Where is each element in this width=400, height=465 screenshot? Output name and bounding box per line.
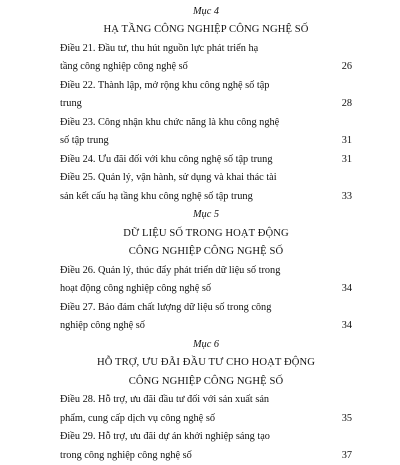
toc-entry-text <box>60 114 324 151</box>
toc-entry-line: sản kết cấu hạ tầng khu công nghệ số tập trung <box>60 188 324 207</box>
toc-entry-line: trung <box>60 95 324 114</box>
section-title: HỖ TRỢ, ƯU ĐÃI ĐẦU TƯ CHO HOẠT ĐỘNG <box>60 354 352 373</box>
toc-entry-line: Điều 23. Công nhận khu chức năng là khu công nghệ <box>60 114 324 133</box>
toc-page-number: 31 <box>330 132 352 151</box>
toc-entry-text <box>60 40 324 77</box>
section-label: Mục 6 <box>60 336 352 355</box>
toc-page-number: 26 <box>330 58 352 77</box>
toc-entry-line: Điều 29. Hỗ trợ, ưu đãi dự án khởi nghiệp sáng tạo <box>60 428 324 447</box>
toc-entry-line: Điều 28. Hỗ trợ, ưu đãi đầu tư đối với sản xuất sản <box>60 391 324 410</box>
toc-entry-line: Điều 27. Bảo đảm chất lượng dữ liệu số trong công <box>60 299 324 318</box>
section-title: CÔNG NGHIỆP CÔNG NGHỆ SỐ <box>60 373 352 392</box>
toc-entry-dieu-23[interactable] <box>60 114 352 151</box>
toc-page-number: 34 <box>330 317 352 336</box>
toc-entry-text <box>60 391 324 428</box>
toc-entry-line: Điều 24. Ưu đãi đối với khu công nghệ số tập trung <box>60 151 324 170</box>
table-of-contents <box>60 0 352 465</box>
toc-entry-dieu-24[interactable] <box>60 151 352 170</box>
toc-entry-line: tầng công nghiệp công nghệ số <box>60 58 324 77</box>
toc-entry-text <box>60 151 324 170</box>
toc-entry-line: phẩm, cung cấp dịch vụ công nghệ số <box>60 410 324 429</box>
toc-entry-text <box>60 169 324 206</box>
toc-page-number: 35 <box>330 410 352 429</box>
toc-entry-dieu-25[interactable] <box>60 169 352 206</box>
toc-entry-line: nghiệp công nghệ số <box>60 317 324 336</box>
toc-page-number: 33 <box>330 188 352 207</box>
toc-section-muc-4 <box>60 3 352 207</box>
toc-page-number: 34 <box>330 280 352 299</box>
toc-entry-text <box>60 77 324 114</box>
toc-entry-dieu-26[interactable] <box>60 262 352 299</box>
toc-entry-line: Điều 21. Đầu tư, thu hút nguồn lực phát triển hạ <box>60 40 324 59</box>
section-label: Mục 5 <box>60 206 352 225</box>
toc-entry-dieu-22[interactable] <box>60 77 352 114</box>
toc-entry-line: trong công nghiệp công nghệ số <box>60 447 324 465</box>
toc-entry-text <box>60 262 324 299</box>
toc-entry-line: số tập trung <box>60 132 324 151</box>
section-title: HẠ TẦNG CÔNG NGHIỆP CÔNG NGHỆ SỐ <box>60 21 352 40</box>
toc-page-number: 31 <box>330 151 352 170</box>
toc-entry-dieu-29[interactable] <box>60 428 352 465</box>
toc-page-number <box>330 0 352 3</box>
toc-entry-text <box>60 299 324 336</box>
toc-page-number: 28 <box>330 95 352 114</box>
toc-entry-line: Điều 25. Quản lý, vận hành, sử dụng và khai thác tài <box>60 169 324 188</box>
toc-section-muc-5 <box>60 206 352 336</box>
toc-entry-text <box>60 428 324 465</box>
toc-entry-dieu-28[interactable] <box>60 391 352 428</box>
toc-entry-line: Điều 22. Thành lập, mở rộng khu công nghệ số tập <box>60 77 324 96</box>
toc-section-muc-6 <box>60 336 352 465</box>
section-title: CÔNG NGHIỆP CÔNG NGHỆ SỐ <box>60 243 352 262</box>
toc-entry-line: Điều 26. Quản lý, thúc đẩy phát triển dữ liệu số trong <box>60 262 324 281</box>
toc-entry-dieu-21[interactable] <box>60 40 352 77</box>
section-title: DỮ LIỆU SỐ TRONG HOẠT ĐỘNG <box>60 225 352 244</box>
toc-page-number: 37 <box>330 447 352 465</box>
toc-entry-dieu-27[interactable] <box>60 299 352 336</box>
section-label: Mục 4 <box>60 3 352 22</box>
toc-entry-line: hoạt động công nghiệp công nghệ số <box>60 280 324 299</box>
